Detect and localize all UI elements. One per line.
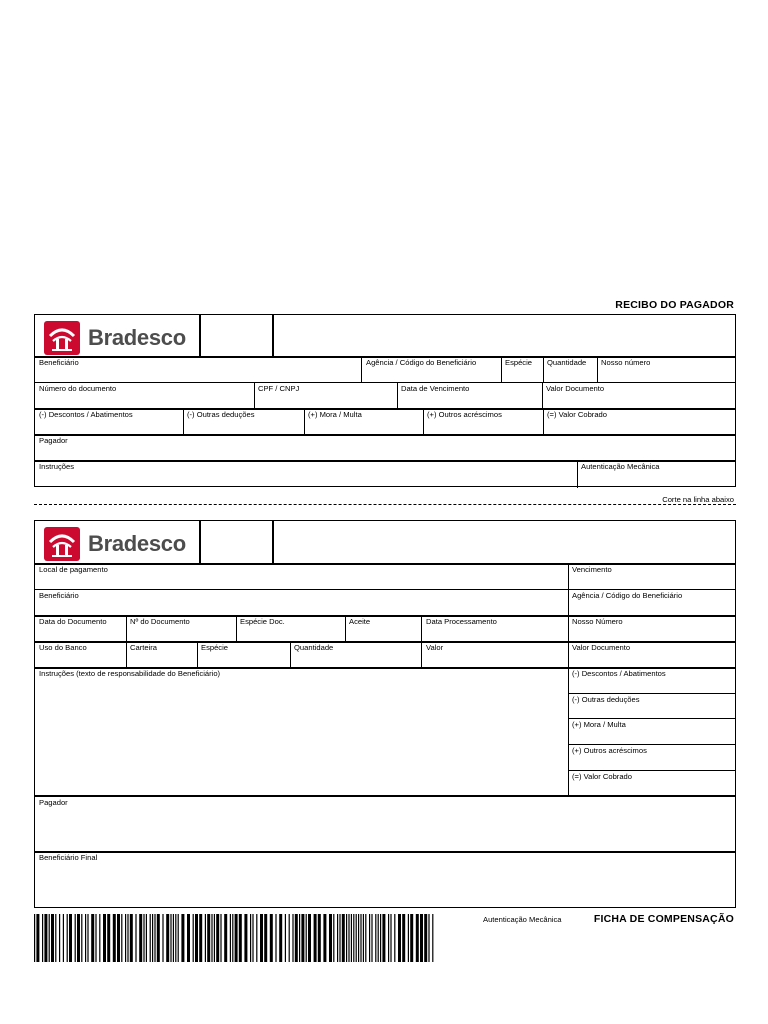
label-nosso-numero: Nosso Número xyxy=(572,617,623,626)
barcode-bar xyxy=(44,914,47,962)
label-valor-cobrado: (=) Valor Cobrado xyxy=(547,410,608,419)
barcode-bar xyxy=(358,914,359,962)
label-quantidade: Quantidade xyxy=(294,643,334,652)
barcode-bar xyxy=(162,914,163,962)
barcode-bar xyxy=(95,914,96,962)
barcode-bar xyxy=(152,914,153,962)
label-aceite: Aceite xyxy=(349,617,371,626)
label-data-vencimento: Data de Vencimento xyxy=(401,384,470,393)
divider xyxy=(345,615,346,641)
slip-title: FICHA DE COMPENSAÇÃO xyxy=(593,913,734,925)
label-especie: Espécie xyxy=(505,358,533,367)
barcode-bar xyxy=(51,914,54,962)
barcode-bar xyxy=(195,914,198,962)
barcode-bar xyxy=(252,914,253,962)
barcode-bar xyxy=(232,914,233,962)
divider xyxy=(543,408,544,434)
barcode-bar xyxy=(127,914,128,962)
divider xyxy=(254,382,255,408)
barcode-bar xyxy=(166,914,169,962)
divider xyxy=(199,521,201,563)
barcode-bar xyxy=(175,914,176,962)
label-numero-documento: Nº do Documento xyxy=(130,617,190,626)
label-descontos: (-) Descontos / Abatimentos xyxy=(39,410,133,419)
barcode-bar xyxy=(239,914,242,962)
divider xyxy=(421,615,422,641)
label-autenticacao: Autenticação Mecânica xyxy=(581,462,660,471)
label-vencimento: Vencimento xyxy=(572,565,612,574)
label-outras-deducoes: (-) Outras deduções xyxy=(187,410,255,419)
barcode-bar xyxy=(299,914,300,962)
divider xyxy=(423,408,424,434)
slip-box xyxy=(34,520,736,908)
barcode-bar xyxy=(365,914,366,962)
barcode-bar xyxy=(63,914,64,962)
row-line xyxy=(568,744,735,745)
barcode-bar xyxy=(369,914,370,962)
receipt-logo xyxy=(44,321,186,355)
label-uso-banco: Uso do Banco xyxy=(39,643,87,652)
bradesco-logo-icon xyxy=(44,321,80,355)
label-agencia-codigo: Agência / Código do Beneficiário xyxy=(366,358,477,367)
barcode-bar xyxy=(125,914,126,962)
label-nosso-numero: Nosso número xyxy=(601,358,651,367)
barcode-bar xyxy=(85,914,86,962)
row-line xyxy=(568,718,735,719)
row-line xyxy=(35,795,735,797)
label-mora-multa: (+) Mora / Multa xyxy=(308,410,362,419)
barcode-bar xyxy=(353,914,354,962)
label-pagador: Pagador xyxy=(39,798,68,807)
label-agencia-codigo: Agência / Código do Beneficiário xyxy=(572,591,683,600)
slip-logo xyxy=(44,527,186,561)
barcode-bar xyxy=(339,914,340,962)
barcode-bar xyxy=(260,914,263,962)
cut-line xyxy=(34,504,736,505)
barcode-bar xyxy=(428,914,429,962)
divider xyxy=(501,356,502,382)
barcode-bar xyxy=(337,914,338,962)
divider xyxy=(361,356,362,382)
barcode-bar xyxy=(390,914,391,962)
row-line xyxy=(35,851,735,853)
barcode-bar xyxy=(333,914,334,962)
barcode-bar xyxy=(211,914,212,962)
barcode-bar xyxy=(402,914,405,962)
barcode-bar xyxy=(308,914,311,962)
barcode-bar xyxy=(363,914,364,962)
label-cpf-cnpj: CPF / CNPJ xyxy=(258,384,300,393)
barcode-bar xyxy=(143,914,144,962)
barcode-bar xyxy=(380,914,381,962)
row-line xyxy=(568,770,735,771)
barcode-bar xyxy=(346,914,347,962)
barcode-bar xyxy=(99,914,100,962)
barcode-bar xyxy=(394,914,395,962)
barcode-bar xyxy=(416,914,419,962)
label-data-documento: Data do Documento xyxy=(39,617,107,626)
label-mora-multa: (+) Mora / Multa xyxy=(572,720,626,729)
label-carteira: Carteira xyxy=(130,643,158,652)
divider xyxy=(543,356,544,382)
row-line xyxy=(35,434,735,436)
divider xyxy=(421,641,422,667)
barcode-bar xyxy=(285,914,286,962)
barcode-bar xyxy=(289,914,290,962)
barcode-bar xyxy=(146,914,147,962)
divider xyxy=(197,641,198,667)
barcode-bar xyxy=(187,914,190,962)
barcode-bar xyxy=(178,914,179,962)
barcode-bar xyxy=(36,914,39,962)
logo-text: Bradesco xyxy=(88,531,186,556)
label-outras-deducoes: (-) Outras deduções xyxy=(572,695,640,704)
divider xyxy=(597,356,598,382)
barcode-bar xyxy=(235,914,238,962)
barcode-bar xyxy=(67,914,68,962)
label-valor-cobrado: (=) Valor Cobrado xyxy=(572,772,633,781)
barcode-bar xyxy=(230,914,231,962)
label-valor: Valor xyxy=(426,643,444,652)
barcode-bar xyxy=(351,914,352,962)
barcode-bar xyxy=(408,914,409,962)
barcode-bar xyxy=(256,914,257,962)
barcode-bar xyxy=(113,914,116,962)
label-valor-documento: Valor Documento xyxy=(546,384,605,393)
barcode-bar xyxy=(42,914,43,962)
barcode-bar xyxy=(103,914,106,962)
bradesco-logo-icon xyxy=(44,527,80,561)
label-instrucoes: Instruções (texto de responsabilidade do Beneficiário) xyxy=(39,669,221,678)
barcode-bar xyxy=(250,914,251,962)
barcode-bar xyxy=(220,914,221,962)
barcode-bar xyxy=(398,914,401,962)
barcode-bar xyxy=(432,914,433,962)
barcode-bar xyxy=(199,914,202,962)
barcode-bar xyxy=(150,914,151,962)
barcode-bar xyxy=(91,914,94,962)
barcode-bar xyxy=(154,914,155,962)
barcode-bar xyxy=(207,914,210,962)
barcode-bar xyxy=(360,914,361,962)
divider xyxy=(542,382,543,408)
barcode-bar xyxy=(382,914,385,962)
barcode-bar xyxy=(244,914,247,962)
row-line xyxy=(35,563,735,565)
barcode-bar xyxy=(135,914,136,962)
divider xyxy=(290,641,291,667)
divider xyxy=(397,382,398,408)
barcode-bar xyxy=(329,914,332,962)
barcode-bar xyxy=(264,914,267,962)
barcode-bar xyxy=(205,914,206,962)
barcode-bar xyxy=(224,914,227,962)
barcode-bar xyxy=(348,914,349,962)
barcode-bar xyxy=(279,914,282,962)
barcode-bar xyxy=(216,914,219,962)
barcode-bar xyxy=(295,914,298,962)
barcode-bar xyxy=(181,914,184,962)
divider xyxy=(199,315,201,356)
barcode-bar xyxy=(214,914,215,962)
barcode-bar xyxy=(87,914,88,962)
label-data-processamento: Data Processamento xyxy=(426,617,497,626)
barcode-bar xyxy=(55,914,56,962)
barcode-bar xyxy=(375,914,376,962)
slip-autenticacao: Autenticação Mecânica xyxy=(483,915,562,924)
barcode-bar xyxy=(117,914,120,962)
barcode-bar xyxy=(49,914,50,962)
barcode-bar xyxy=(157,914,160,962)
barcode-bar xyxy=(139,914,142,962)
barcode-bar xyxy=(378,914,379,962)
barcode-bar xyxy=(424,914,427,962)
row-line xyxy=(35,589,735,590)
barcode-bar xyxy=(173,914,174,962)
barcode-bar xyxy=(306,914,307,962)
label-descontos: (-) Descontos / Abatimentos xyxy=(572,669,666,678)
barcode-bar xyxy=(193,914,194,962)
divider xyxy=(272,521,274,563)
barcode-bar xyxy=(342,914,345,962)
row-line xyxy=(568,693,735,694)
barcode-bar xyxy=(69,914,72,962)
label-beneficiario: Beneficiário xyxy=(39,358,79,367)
barcode-bar xyxy=(107,914,110,962)
divider xyxy=(577,460,578,488)
divider xyxy=(236,615,237,641)
barcode-bar xyxy=(410,914,413,962)
row-line xyxy=(35,408,735,410)
barcode-bar xyxy=(420,914,423,962)
divider xyxy=(304,408,305,434)
barcode-bar xyxy=(356,914,357,962)
label-valor-documento: Valor Documento xyxy=(572,643,631,652)
label-pagador: Pagador xyxy=(39,436,68,445)
barcode-bar xyxy=(130,914,133,962)
barcode-bar xyxy=(75,914,76,962)
divider xyxy=(183,408,184,434)
barcode-bar xyxy=(388,914,389,962)
label-beneficiario-final: Beneficiário Final xyxy=(39,853,98,862)
barcode-bar xyxy=(371,914,372,962)
barcode-bar xyxy=(59,914,60,962)
barcode-bar xyxy=(170,914,171,962)
barcode-bar xyxy=(77,914,80,962)
barcode-bar xyxy=(318,914,321,962)
label-outros-acrescimos: (+) Outros acréscimos xyxy=(427,410,502,419)
barcode-bar xyxy=(323,914,326,962)
barcode-bar xyxy=(121,914,122,962)
barcode-bar xyxy=(81,914,82,962)
divider xyxy=(126,641,127,667)
barcode-icon xyxy=(34,914,436,962)
label-local-pagamento: Local de pagamento xyxy=(39,565,108,574)
label-outros-acrescimos: (+) Outros acréscimos xyxy=(572,746,647,755)
label-instrucoes: Instruções xyxy=(39,462,75,471)
barcode-bar xyxy=(275,914,276,962)
divider xyxy=(568,563,569,795)
receipt-box xyxy=(34,314,736,487)
barcode-bar xyxy=(314,914,317,962)
logo-text: Bradesco xyxy=(88,325,186,350)
cut-line-label: Corte na linha abaixo xyxy=(662,495,734,504)
receipt-title: RECIBO DO PAGADOR xyxy=(615,299,734,311)
barcode-bar xyxy=(270,914,273,962)
barcode-bar xyxy=(301,914,304,962)
divider xyxy=(272,315,274,356)
barcode-bar xyxy=(34,914,35,962)
label-especie-doc: Espécie Doc. xyxy=(240,617,285,626)
label-quantidade: Quantidade xyxy=(547,358,587,367)
label-numero-documento: Número do documento xyxy=(39,384,117,393)
barcode-bar xyxy=(292,914,293,962)
label-especie: Espécie xyxy=(201,643,229,652)
row-line xyxy=(35,382,735,383)
divider xyxy=(126,615,127,641)
label-beneficiario: Beneficiário xyxy=(39,591,79,600)
